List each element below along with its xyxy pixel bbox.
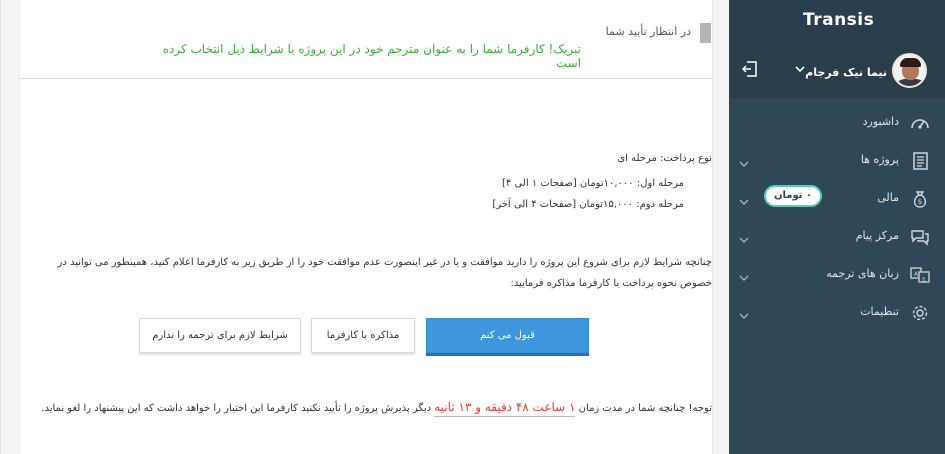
chevron-down-icon xyxy=(739,154,749,164)
balance-badge[interactable]: ۰ تومان xyxy=(764,185,822,207)
sidebar-item-finance[interactable] xyxy=(729,181,945,219)
chevron-down-icon xyxy=(739,192,749,202)
dashboard-icon xyxy=(909,113,931,133)
chevron-down-icon xyxy=(739,268,749,278)
status-label: در انتظار تأیید شما xyxy=(605,25,691,38)
negotiate-button[interactable]: مذاکره با کارفرما xyxy=(311,318,415,353)
brand-header xyxy=(729,0,945,42)
payment-stage-1: مرحله اول: ۱۰,۰۰۰تومان [صفحات ۱ الی ۴] xyxy=(502,178,684,189)
payment-stage-2: مرحله دوم: ۱۵,۰۰۰تومان [صفحات ۴ الی آخر] xyxy=(492,199,684,210)
projects-icon xyxy=(909,151,931,171)
chat-icon xyxy=(909,227,931,247)
accept-button[interactable]: قبول می کنم xyxy=(426,318,589,353)
divider xyxy=(20,78,712,79)
sidebar-item-label: زبان های ترجمه xyxy=(826,267,899,280)
sidebar-item-label: پروژه ها xyxy=(860,153,899,166)
sidebar-item-label: تنظیمات xyxy=(860,305,899,318)
avatar[interactable] xyxy=(892,53,927,88)
user-bar xyxy=(729,42,945,98)
money-bag-icon xyxy=(909,189,931,209)
status-indicator xyxy=(700,23,711,43)
sidebar-item-projects[interactable] xyxy=(729,143,945,181)
note-suffix: دیگر پذیرش پروژه را تأیید نکنید کارفرما این اختیار را خواهد داشت که این پیشنهاد را لغو نماید. xyxy=(41,403,432,414)
sidebar-item-messages[interactable] xyxy=(729,219,945,257)
payment-type: نوع پرداخت: مرحله ای xyxy=(617,153,712,164)
logout-icon[interactable] xyxy=(741,60,759,78)
sidebar xyxy=(729,0,945,454)
sidebar-item-label: مرکز پیام xyxy=(855,229,899,242)
sidebar-item-settings[interactable] xyxy=(729,295,945,333)
sidebar-item-dashboard[interactable] xyxy=(729,105,945,143)
brand-logo[interactable]: Transis xyxy=(803,10,875,30)
svg-text:A: A xyxy=(913,271,919,278)
decline-button[interactable]: شرایط لازم برای ترجمه را ندارم xyxy=(139,318,301,353)
svg-text:ع: ع xyxy=(922,275,926,282)
chevron-down-icon xyxy=(739,306,749,316)
sidebar-item-languages[interactable] xyxy=(729,257,945,295)
deadline-note xyxy=(37,400,712,414)
user-menu[interactable]: نیما نیک فرجام xyxy=(805,66,887,79)
languages-icon xyxy=(909,265,931,285)
congrats-message: تبریک! کارفرما شما را به عنوان مترجم خود در این پروژه با شرایط ذیل انتخاب کرده است xyxy=(162,42,581,70)
gear-icon xyxy=(909,303,931,323)
sidebar-item-label: داشبورد xyxy=(862,115,899,128)
conditions-text: چنانچه شرایط لازم برای شروع این پروژه را دارید موافقت و یا در غیر اینصورت عدم موافقت خود را از طریق زیر به کارفرما اعلام کنید، همینطور می توانید در خصوص نحوه پرداخت با کارفرما مذاکره فرمایید: xyxy=(57,257,712,289)
sidebar-item-label: مالی xyxy=(877,191,899,204)
note-prefix: توجه! چنانچه شما در مدت زمان xyxy=(578,403,712,414)
countdown-timer: ۱ ساعت ۴۸ دقیقه و ۱۳ ثانیه xyxy=(434,400,575,417)
chevron-down-icon xyxy=(739,230,749,240)
svg-text:$: $ xyxy=(917,198,923,206)
